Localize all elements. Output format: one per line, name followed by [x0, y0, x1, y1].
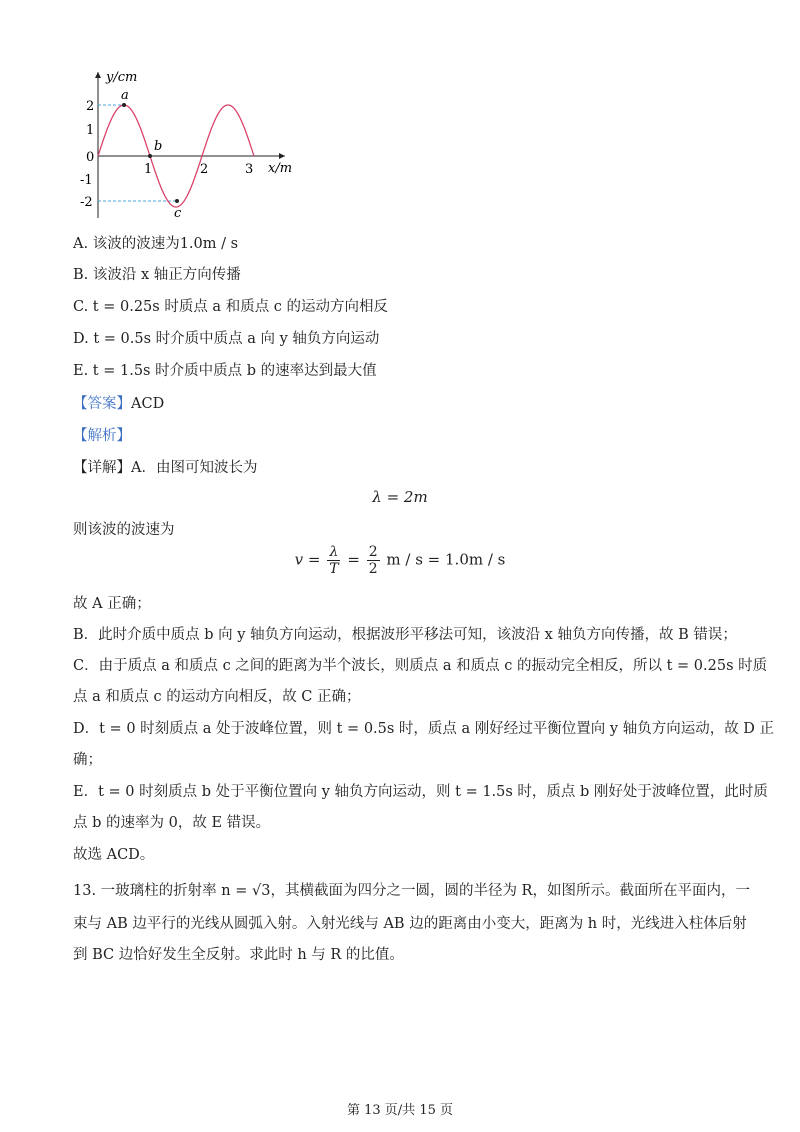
x-tick-3: 3 — [245, 162, 254, 177]
y-tick-minus2: -2 — [80, 195, 93, 210]
x-tick-2: 2 — [200, 162, 209, 177]
detail-line-4: B．此时介质中质点 b 向 y 轴负方向运动，根据波形平移法可知，该波沿 x 轴负方向传播，故 B 错误； — [73, 627, 737, 643]
detail-line-9: E．t = 0 时刻质点 b 处于平衡位置向 y 轴负方向运动，则 t = 1.5s 时，质点 b 刚好处于波峰位置，此时质 — [73, 784, 768, 800]
answer-tag: 【答案】 — [73, 396, 131, 412]
point-b-dot — [148, 154, 152, 158]
answer-row — [73, 394, 164, 414]
fraction-num-2: 2 — [368, 544, 378, 560]
point-b-label: b — [154, 139, 163, 154]
detail-line-10: 点 b 的速率为 0，故 E 错误。 — [73, 815, 271, 831]
y-tick-1: 1 — [86, 123, 95, 138]
formula-eq: = — [347, 550, 360, 569]
point-c-label: c — [174, 206, 182, 221]
detail-line-8: 确； — [73, 752, 102, 768]
question-13-line-2: 束与 AB 边平行的光线从圆弧入射。入射光线与 AB 边的距离由小变大，距离为 h 时，光线进入柱体后射 — [73, 916, 747, 932]
option-a: A. 该波的波速为1.0m / s — [73, 236, 239, 252]
fraction-den-2: 2 — [368, 561, 378, 577]
formula-rhs: m / s = 1.0m / s — [386, 550, 506, 569]
point-a-dot — [122, 103, 126, 107]
option-d: D. t = 0.5s 时介质中质点 a 向 y 轴负方向运动 — [73, 331, 380, 347]
detail-line-11: 故选 ACD。 — [73, 847, 155, 863]
y-tick-0: 0 — [86, 150, 95, 165]
fraction-den-1: T — [329, 561, 339, 577]
option-e: E. t = 1.5s 时介质中质点 b 的速率达到最大值 — [73, 363, 377, 379]
page-footer: 第 13 页/共 15 页 — [347, 1103, 453, 1118]
y-axis-label: y/cm — [106, 70, 138, 85]
detail-line-7: D．t = 0 时刻质点 a 处于波峰位置，则 t = 0.5s 时，质点 a 刚好经过平衡位置向 y 轴负方向运动，故 D 正 — [73, 721, 775, 737]
fraction-lambda-t — [327, 544, 340, 577]
option-b: B. 该波沿 x 轴正方向传播 — [73, 267, 241, 283]
point-a-label: a — [121, 88, 129, 103]
option-c: C. t = 0.25s 时质点 a 和质点 c 的运动方向相反 — [73, 299, 389, 315]
detail-line-5: C．由于质点 a 和质点 c 之间的距离为半个波长，则质点 a 和质点 c 的振动完全相反，所以 t = 0.25s 时质 — [73, 658, 768, 674]
question-13-line-3: 到 BC 边恰好发生全反射。求此时 h 与 R 的比值。 — [73, 947, 404, 963]
y-tick-2: 2 — [86, 99, 95, 114]
analysis-row — [73, 426, 131, 446]
formula-wavelength: λ = 2m — [372, 488, 428, 506]
detail-line-3: 故 A 正确； — [73, 596, 151, 612]
y-tick-minus1: -1 — [80, 173, 93, 188]
answer-text: ACD — [131, 396, 165, 412]
point-c-dot — [175, 199, 179, 203]
formula-lhs: v = — [294, 550, 321, 569]
detail-line-6: 点 a 和质点 c 的运动方向相反，故 C 正确； — [73, 689, 361, 705]
x-tick-1: 1 — [144, 162, 153, 177]
detail-line-1: 【详解】A．由图可知波长为 — [73, 460, 258, 476]
x-axis-label: x/m — [268, 161, 293, 176]
fraction-2-2 — [367, 544, 380, 577]
wave-graph — [80, 68, 310, 223]
formula-speed — [0, 544, 800, 577]
question-13-line-1: 13. 一玻璃柱的折射率 n = √3，其横截面为四分之一圆，圆的半径为 R，如图所示。截面所在平面内，一 — [73, 883, 750, 899]
detail-line-2: 则该波的波速为 — [73, 522, 175, 538]
fraction-num-1: λ — [329, 544, 339, 560]
analysis-tag: 【解析】 — [73, 428, 131, 444]
